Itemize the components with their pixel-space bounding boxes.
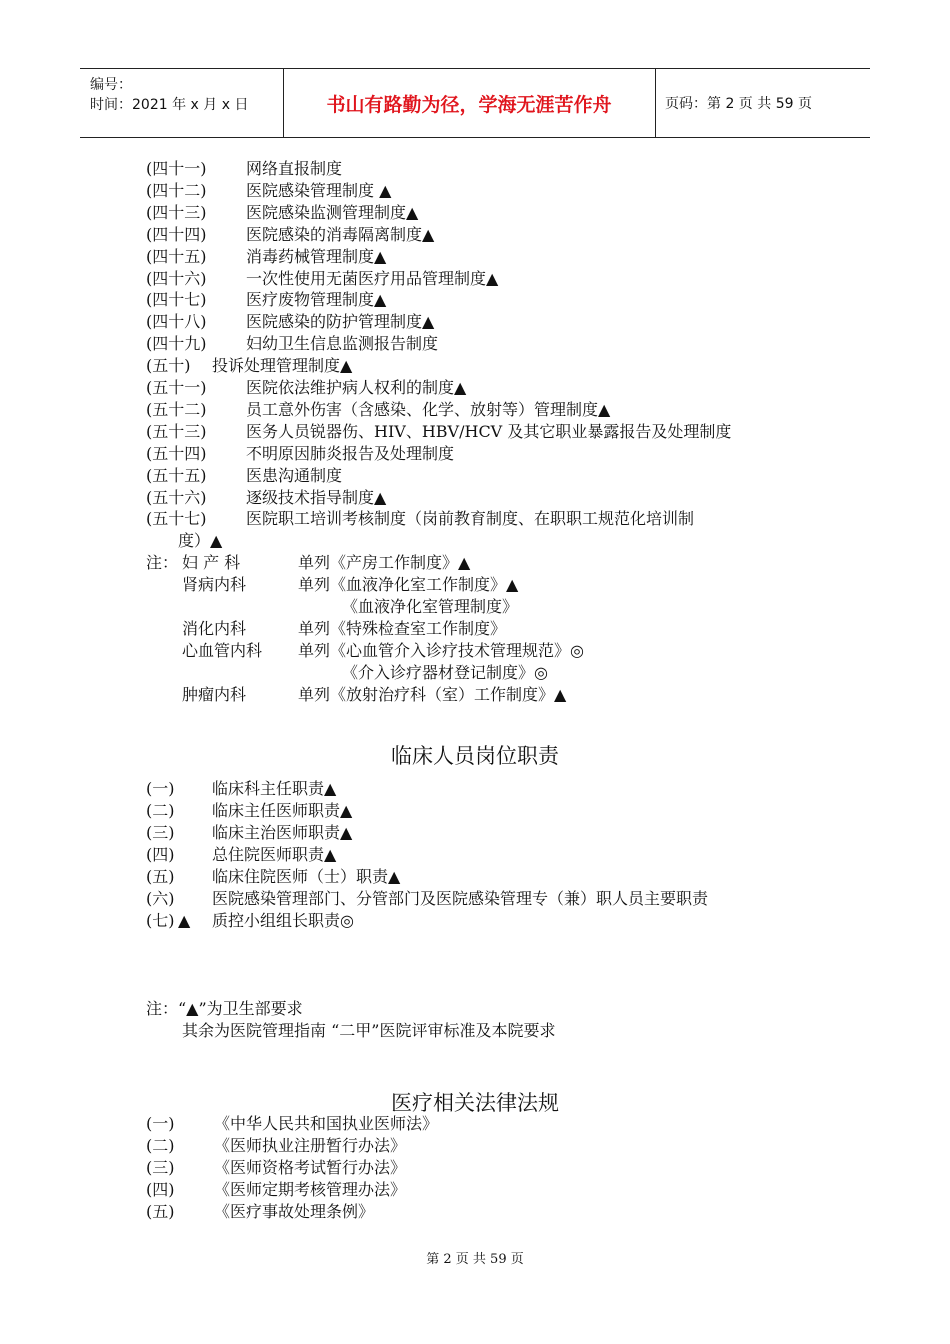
list-item-text: 医院感染的消毒隔离制度▲ <box>246 224 435 244</box>
note-dept: 肿瘤内科 <box>182 685 247 704</box>
list-item-text: 临床主治医师职责▲ <box>212 823 353 842</box>
list-item-number: (四十一) <box>146 159 207 178</box>
list-item-text: 总住院医师职责▲ <box>212 845 337 864</box>
list-item-number: (四) <box>146 845 175 864</box>
list-item-text: 投诉处理管理制度▲ <box>212 356 353 376</box>
list-item-text: 医患沟通制度 <box>246 465 343 485</box>
list-item-number: (四十二) <box>146 180 207 200</box>
list-item-number: (五) <box>146 867 175 886</box>
note-text: 单列《心血管介入诊疗技术管理规范》◎ <box>298 641 584 660</box>
list-item-number: (五十一) <box>146 378 207 397</box>
list-item-text: 医疗废物管理制度▲ <box>246 290 387 310</box>
list-item-number: (一) <box>146 779 175 798</box>
list-item-text: 医院感染的防护管理制度▲ <box>246 312 435 332</box>
list-item-number: (四十三) <box>146 202 207 222</box>
list-item-number: (七) <box>146 911 175 930</box>
legend-line-2: 其余为医院管理指南 “二甲”医院评审标准及本院要求 <box>182 1021 556 1040</box>
list-item-text: 《医师执业注册暂行办法》 <box>214 1136 407 1155</box>
section-title-laws: 医疗相关法律法规 <box>391 1091 559 1115</box>
list-item-text: 医院感染管理部门、分管部门及医院感染管理专（兼）职人员主要职责 <box>212 889 709 908</box>
list-item-text: 医院感染管理制度 ▲ <box>246 180 392 200</box>
list-item-number: (五十四) <box>146 443 207 463</box>
list-item-number: (四十六) <box>146 268 207 288</box>
list-item-text: 临床主任医师职责▲ <box>212 801 353 820</box>
list-item-text: 医院依法维护病人权利的制度▲ <box>246 378 467 397</box>
legend-line-1: 注：“▲”为卫生部要求 <box>146 999 303 1018</box>
list-item-number: (二) <box>146 1136 175 1155</box>
list-item-number: (五十六) <box>146 487 207 507</box>
list-item-number: (二) <box>146 801 175 820</box>
list-item-number: (四十九) <box>146 334 207 354</box>
list-item-text: 消毒药械管理制度▲ <box>246 246 387 266</box>
list-item-number: (三) <box>146 823 175 842</box>
list-item-text: 《中华人民共和国执业医师法》 <box>214 1114 439 1133</box>
list-item-number: (五十三) <box>146 421 207 441</box>
list-item-number: (四) <box>146 1180 175 1199</box>
list-item-continuation: 度）▲ <box>178 531 223 550</box>
list-item-number: (一) <box>146 1114 175 1133</box>
note-dept: 消化内科 <box>182 619 247 638</box>
note-text: 《血液净化室管理制度》 <box>342 597 519 616</box>
list-item-continuation: ▲ <box>178 911 191 930</box>
list-item-text: 不明原因肺炎报告及处理制度 <box>246 443 455 463</box>
note-dept: 肾病内科 <box>182 575 247 594</box>
section-title-duties: 临床人员岗位职责 <box>391 744 559 768</box>
header-page-info: 页码：第 2 页 共 59 页 <box>665 96 812 112</box>
page-header <box>80 68 870 138</box>
list-item-text: 临床住院医师（士）职责▲ <box>212 867 401 886</box>
list-item-number: (四十七) <box>146 290 207 310</box>
list-item-number: (六) <box>146 889 175 908</box>
list-item-text: 《医师资格考试暂行办法》 <box>214 1158 407 1177</box>
list-item-text: 医院感染监测管理制度▲ <box>246 202 419 222</box>
note-text: 单列《放射治疗科（室）工作制度》▲ <box>298 685 567 704</box>
note-text: 单列《产房工作制度》▲ <box>298 553 471 572</box>
list-item-number: (四十五) <box>146 246 207 266</box>
page-footer: 第 2 页 共 59 页 <box>426 1252 524 1267</box>
note-text: 单列《血液净化室工作制度》▲ <box>298 575 519 594</box>
list-item-number: (五) <box>146 1202 175 1221</box>
note-dept: 心血管内科 <box>182 641 263 660</box>
list-item-text: 临床科主任职责▲ <box>212 779 337 798</box>
list-item-number: (四十四) <box>146 224 207 244</box>
list-item-number: (五十二) <box>146 399 207 419</box>
list-item-text: 质控小组组长职责◎ <box>212 911 354 930</box>
doc-number: 编号： <box>90 77 132 93</box>
list-item-number: (五十) <box>146 356 191 376</box>
list-item-number: (四十八) <box>146 312 207 332</box>
note-text: 《介入诊疗器材登记制度》◎ <box>342 663 548 682</box>
list-item-text: 逐级技术指导制度▲ <box>246 487 387 507</box>
list-item-text: 员工意外伤害（含感染、化学、放射等）管理制度▲ <box>246 399 611 419</box>
note-text: 单列《特殊检查室工作制度》 <box>298 619 507 638</box>
list-item-number: (五十七) <box>146 509 207 529</box>
list-item-text: 网络直报制度 <box>246 159 343 178</box>
list-item-text: 医务人员锐器伤、HIV、HBV/HCV 及其它职业暴露报告及处理制度 <box>246 421 732 441</box>
header-meta <box>90 75 248 115</box>
list-item-text: 《医疗事故处理条例》 <box>214 1202 375 1221</box>
list-item-text: 医院职工培训考核制度（岗前教育制度、在职职工规范化培训制 <box>246 509 695 529</box>
list-item-text: 《医师定期考核管理办法》 <box>214 1180 407 1199</box>
list-item-number: (三) <box>146 1158 175 1177</box>
doc-time: 时间：2021 年 x 月 x 日 <box>90 97 249 113</box>
list-item-text: 一次性使用无菌医疗用品管理制度▲ <box>246 268 499 288</box>
list-item-number: (五十五) <box>146 465 207 485</box>
header-motto: 书山有路勤为径，学海无涯苦作舟 <box>326 93 612 116</box>
header-divider <box>655 69 656 137</box>
list-item-text: 妇幼卫生信息监测报告制度 <box>246 334 439 354</box>
note-prefix: 注： <box>146 553 179 572</box>
note-dept: 妇 产 科 <box>182 553 241 572</box>
